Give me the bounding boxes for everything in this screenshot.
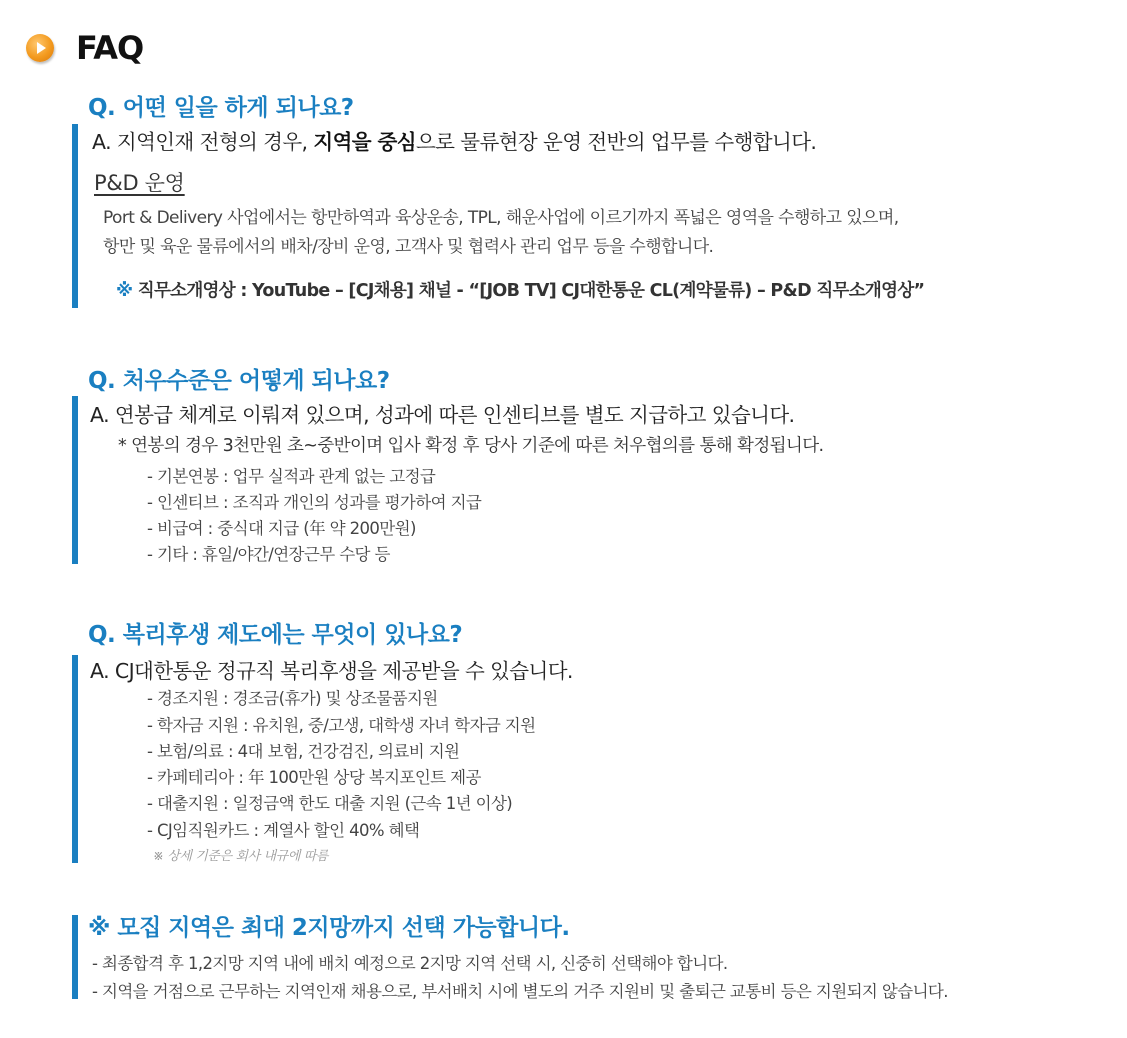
notice-line: - 지역을 거점으로 근무하는 지역인재 채용으로, 부서배치 시에 별도의 거주 지원비 및 출퇴근 교통비 등은 지원되지 않습니다. [92, 982, 948, 1001]
faq3-question: Q. 복리후생 제도에는 무엇이 있나요? [88, 622, 463, 648]
faq2-item: - 기본연봉 : 업무 실적과 관계 없는 고정급 [147, 467, 436, 486]
faq2-item: - 인센티브 : 조직과 개인의 성과를 평가하여 지급 [147, 493, 482, 512]
notice-line: - 최종합격 후 1,2지망 지역 내에 배치 예정으로 2지망 지역 선택 시, 신중히 선택해야 합니다. [92, 954, 728, 973]
page-title: FAQ [76, 29, 144, 67]
faq2-question: Q. 처우수준은 어떻게 되나요? [88, 368, 390, 394]
faq3-answer: A. CJ대한통운 정규직 복리후생을 제공받을 수 있습니다. [90, 659, 573, 683]
faq3-item: - CJ임직원카드 : 계열사 할인 40% 혜택 [147, 821, 420, 840]
faq3-accent-bar [72, 655, 78, 863]
faq1-question: Q. 어떤 일을 하게 되나요? [88, 95, 354, 121]
orange-play-bullet-icon [26, 34, 54, 62]
faq3-item: - 보험/의료 : 4대 보험, 건강검진, 의료비 지원 [147, 742, 460, 761]
faq3-item: - 학자금 지원 : 유치원, 중/고생, 대학생 자녀 학자금 지원 [147, 716, 536, 735]
faq1-accent-bar [72, 124, 78, 308]
faq1-desc-line2: 항만 및 육운 물류에서의 배차/장비 운영, 고객사 및 협력사 관리 업무 등을 수행합니다. [103, 237, 714, 257]
faq3-item: - 카페테리아 : 年 100만원 상당 복지포인트 제공 [147, 768, 481, 787]
faq2-item: - 비급여 : 중식대 지급 (年 약 200만원) [147, 519, 416, 538]
faq3-item: - 대출지원 : 일정금액 한도 대출 지원 (근속 1년 이상) [147, 794, 513, 813]
faq2-accent-bar [72, 396, 78, 564]
faq1-video-link: ※ 직무소개영상 : YouTube – [CJ채용] 채널 - “[JOB TV] CJ대한통운 CL(계약물류) – P&D 직무소개영상” [116, 281, 925, 301]
notice-accent-bar [72, 915, 78, 999]
notice-title: ※ 모집 지역은 최대 2지망까지 선택 가능합니다. [88, 915, 570, 941]
faq1-answer: A. 지역인재 전형의 경우, 지역을 중심으로 물류현장 운영 전반의 업무를 수행합니다. [92, 130, 817, 154]
faq1-subheading: P&D 운영 [94, 171, 185, 195]
faq-header [26, 28, 143, 68]
faq2-item: - 기타 : 휴일/야간/연장근무 수당 등 [147, 545, 390, 564]
faq3-item: - 경조지원 : 경조금(휴가) 및 상조물품지원 [147, 689, 438, 708]
faq1-desc-line1: Port & Delivery 사업에서는 항만하역과 육상운송, TPL, 해운사업에 이르기까지 폭넓은 영역을 수행하고 있으며, [103, 208, 899, 228]
faq2-answer: A. 연봉급 체계로 이뤄져 있으며, 성과에 따른 인센티브를 별도 지급하고 있습니다. [90, 403, 795, 427]
faq2-note: * 연봉의 경우 3천만원 초~중반이며 입사 확정 후 당사 기준에 따른 처우협의를 통해 확정됩니다. [118, 436, 824, 456]
faq3-footnote: ※ 상세 기준은 회사 내규에 따름 [153, 849, 329, 864]
